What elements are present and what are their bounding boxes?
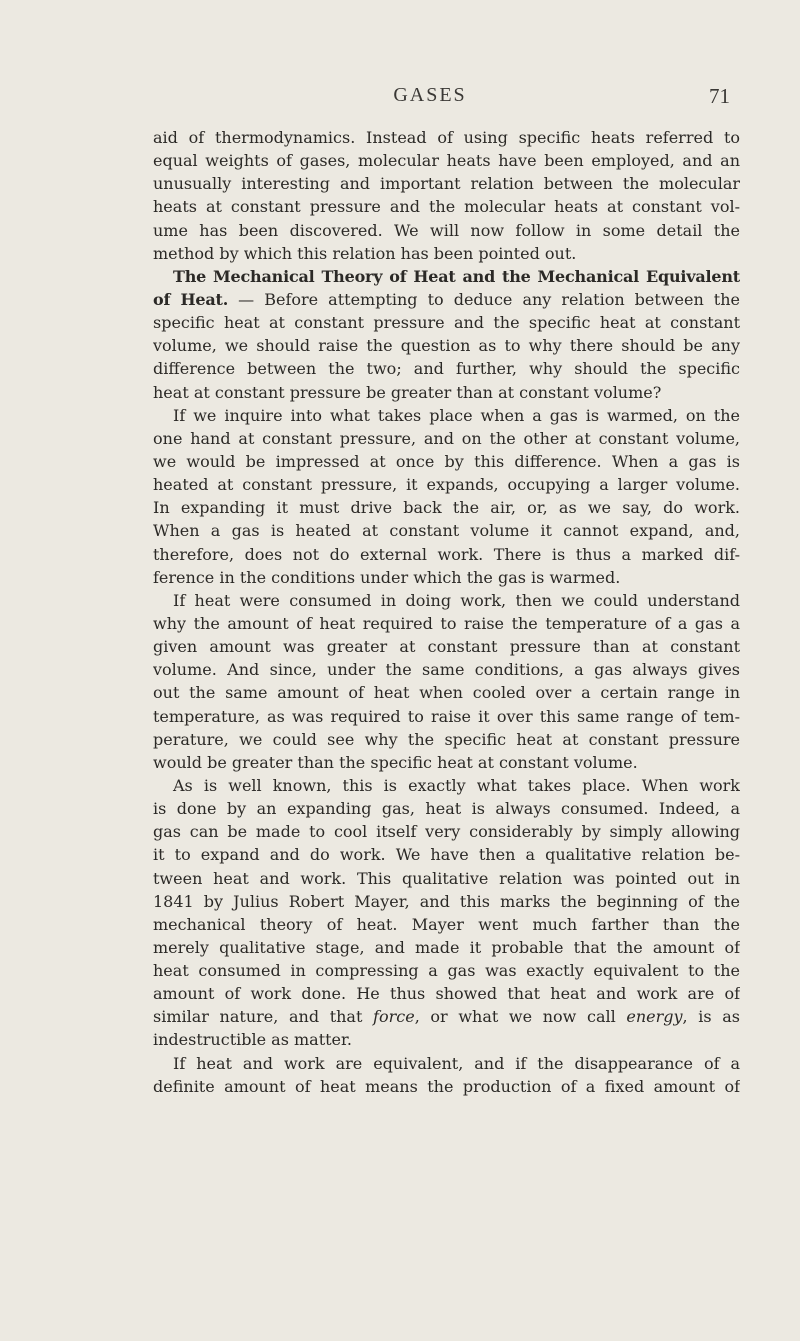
text-line [153, 612, 740, 635]
section-heading-line [153, 288, 740, 311]
line-text: unusually interesting and important relation between the molecular [153, 174, 740, 194]
line-text: equal weights of gases, molecular heats have been employed, and an [153, 151, 740, 171]
text-line [153, 820, 740, 843]
text-line [153, 681, 740, 704]
line-text: one hand at constant pressure, and on the other at constant volume, [153, 428, 740, 448]
line-text: given amount was greater at constant pressure than at constant [153, 637, 740, 657]
line-text: gas can be made to cool itself very considerably by simply allowing [153, 822, 740, 842]
line-text: mechanical theory of heat. Mayer went much farther than the [153, 914, 740, 934]
text-line [153, 751, 740, 774]
line-text: ference in the conditions under which the gas is warmed. [153, 567, 621, 587]
line-text: heats at constant pressure and the molecular heats at constant vol- [153, 197, 740, 217]
line-text: merely qualitative stage, and made it probable that the amount of [153, 937, 740, 957]
line-text: As is well known, this is exactly what takes place. When work [173, 775, 740, 795]
text-line [153, 473, 740, 496]
body-text [153, 126, 740, 1098]
line-text: therefore, does not do external work. There is thus a marked dif- [153, 544, 740, 564]
text-line [153, 589, 740, 612]
text-line [153, 381, 740, 404]
line-text: we would be impressed at once by this difference. When a gas is [153, 451, 740, 471]
line-text: temperature, as was required to raise it over this same range of tem- [153, 706, 740, 726]
text-line [153, 705, 740, 728]
text-line [153, 334, 740, 357]
line-text: definite amount of heat means the production of a fixed amount of [153, 1076, 740, 1096]
text-line [153, 774, 740, 797]
text-line [153, 450, 740, 473]
line-text: If heat were consumed in doing work, then we could understand [173, 590, 740, 610]
line-text: out the same amount of heat when cooled over a certain range in [153, 683, 740, 703]
text-line [153, 543, 740, 566]
text-line [153, 404, 740, 427]
line-text: specific heat at constant pressure and the specific heat at constant [153, 313, 740, 333]
running-head [130, 84, 730, 110]
text-line [153, 311, 740, 334]
line-text: perature, we could see why the specific heat at constant pressure [153, 729, 740, 749]
line-text: In expanding it must drive back the air, or, as we say, do work. [153, 498, 740, 518]
text-line [153, 936, 740, 959]
line-text: , or what we now call [414, 1007, 627, 1027]
text-line [153, 1052, 740, 1075]
line-text: tween heat and work. This qualitative relation was pointed out in [153, 868, 740, 888]
section-heading-line [153, 265, 740, 288]
line-text: heat at constant pressure be greater than at constant volume? [153, 382, 662, 402]
line-text: similar nature, and that [153, 1007, 374, 1027]
text-line [153, 797, 740, 820]
text-line [153, 890, 740, 913]
line-text: why the amount of heat required to raise the temperature of a gas a [153, 613, 740, 633]
line-text: difference between the two; and further, why should the specific [153, 359, 740, 379]
text-line [153, 195, 740, 218]
text-line [153, 219, 740, 242]
line-text: amount of work done. He thus showed that heat and work are of [153, 984, 740, 1004]
line-text: volume. And since, under the same conditions, a gas always gives [153, 660, 740, 680]
line-text: volume, we should raise the question as to why there should be any [153, 336, 740, 356]
text-line [153, 1005, 740, 1028]
line-text: heated at constant pressure, it expands, occupying a larger volume. [153, 475, 740, 495]
text-line [153, 913, 740, 936]
text-line [153, 843, 740, 866]
line-text: 1841 by Julius Robert Mayer, and this marks the beginning of the [153, 891, 740, 911]
text-line [153, 635, 740, 658]
text-line [153, 982, 740, 1005]
line-text: ume has been discovered. We will now follow in some detail the [153, 220, 740, 240]
line-text: If heat and work are equivalent, and if the disappearance of a [173, 1053, 740, 1073]
line-text: If we inquire into what takes place when a gas is warmed, on the [173, 405, 740, 425]
line-text: it to expand and do work. We have then a qualitative relation be- [153, 845, 740, 865]
text-line [153, 566, 740, 589]
text-line [153, 658, 740, 681]
text-line [153, 427, 740, 450]
heading-text: The Mechanical Theory of Heat and the Mechanical Equivalent [173, 266, 740, 286]
text-line [153, 172, 740, 195]
text-line [153, 357, 740, 380]
text-line [153, 149, 740, 172]
line-text: indestructible as matter. [153, 1030, 352, 1050]
text-line [153, 519, 740, 542]
text-line [153, 126, 740, 149]
heading-text: of Heat. [153, 289, 229, 309]
line-text: is done by an expanding gas, heat is always consumed. Indeed, a [153, 799, 740, 819]
line-text: aid of thermodynamics. Instead of using specific heats referred to [153, 128, 740, 147]
text-line [153, 728, 740, 751]
page-number: 71 [709, 84, 730, 108]
running-title: GASES [393, 84, 467, 106]
line-text: method by which this relation has been pointed out. [153, 243, 577, 263]
text-line [153, 959, 740, 982]
text-line [153, 496, 740, 519]
line-text: , is as [682, 1007, 740, 1027]
text-line [153, 242, 740, 265]
line-text: When a gas is heated at constant volume it cannot expand, and, [153, 521, 740, 541]
text-line [153, 1075, 740, 1098]
line-text: — Before attempting to deduce any relation between the [228, 289, 740, 309]
italic-term: force [373, 1007, 415, 1027]
text-line [153, 867, 740, 890]
text-line [153, 1028, 740, 1051]
italic-term: energy [626, 1007, 683, 1027]
line-text: heat consumed in compressing a gas was exactly equivalent to the [153, 961, 740, 981]
line-text: would be greater than the specific heat at constant volume. [153, 752, 638, 772]
